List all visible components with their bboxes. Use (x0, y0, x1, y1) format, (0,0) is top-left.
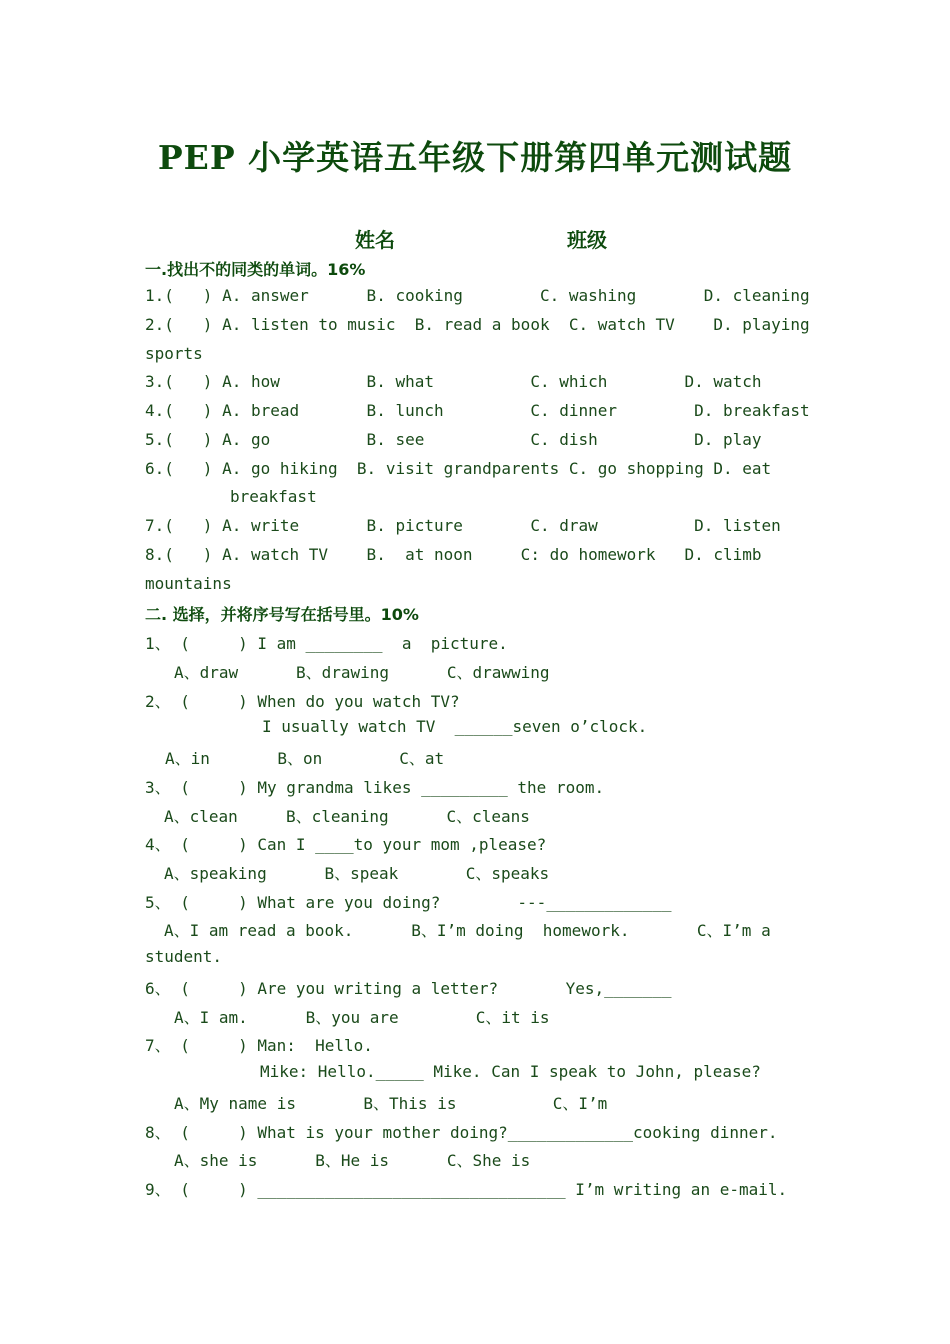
question-1-8: 8.( ) A. watch TV B. at noon C: do homework D. climb (145, 545, 762, 564)
question-2-7: 7、 ( ) Man: Hello. (145, 1036, 373, 1055)
class-label: 班级 (567, 228, 607, 252)
question-2-7-dialogue: Mike: Hello._____ Mike. Can I speak to John, please? (260, 1062, 761, 1081)
question-1-8-wrap: mountains (145, 574, 232, 593)
options-2-8: A、she is B、He is C、She is (174, 1151, 531, 1170)
question-1-2-wrap: sports (145, 344, 203, 363)
question-2-8: 8、 ( ) What is your mother doing?_____________cooking dinner. (145, 1123, 778, 1142)
options-2-1: A、draw B、drawing C、drawwing (174, 663, 550, 682)
options-2-5: A、I am read a book. B、I’m doing homework. C、I’m a (164, 921, 771, 940)
options-2-2: A、in B、on C、at (165, 749, 445, 768)
section-2-heading: 二. 选择，并将序号写在括号里。10% (145, 605, 419, 624)
options-2-5-wrap: student. (145, 947, 223, 966)
question-1-6: 6.( ) A. go hiking B. visit grandparents C. go shopping D. eat (145, 459, 772, 478)
question-1-5: 5.( ) A. go B. see C. dish D. play (145, 430, 762, 449)
question-2-5: 5、 ( ) What are you doing? ---_____________ (145, 893, 672, 912)
student-info-fields (0, 224, 950, 254)
section-1-heading: 一.找出不的同类的单词。16% (145, 260, 366, 279)
page-title: PEP 小学英语五年级下册第四单元测试题 (157, 138, 793, 177)
name-label: 姓名 (355, 228, 395, 252)
question-2-2-answer-line: I usually watch TV ______seven o’clock. (262, 717, 648, 736)
question-1-1: 1.( ) A. answer B. cooking C. washing D. cleaning (145, 286, 810, 305)
question-2-9: 9、 ( ) ________________________________ I’m writing an e-mail. (145, 1180, 788, 1199)
question-1-3: 3.( ) A. how B. what C. which D. watch (145, 372, 762, 391)
question-2-6: 6、 ( ) Are you writing a letter? Yes,_______ (145, 979, 672, 998)
options-2-4: A、speaking B、speak C、speaks (164, 864, 550, 883)
question-1-7: 7.( ) A. write B. picture C. draw D. listen (145, 516, 781, 535)
options-2-6: A、I am. B、you are C、it is (174, 1008, 550, 1027)
question-2-3: 3、 ( ) My grandma likes _________ the room. (145, 778, 605, 797)
question-2-2: 2、 ( ) When do you watch TV? (145, 692, 460, 711)
question-1-2: 2.( ) A. listen to music B. read a book C. watch TV D. playing (145, 315, 810, 334)
options-2-3: A、clean B、cleaning C、cleans (164, 807, 530, 826)
question-2-4: 4、 ( ) Can I ____to your mom ,please? (145, 835, 547, 854)
question-1-6-wrap: breakfast (230, 487, 317, 506)
question-2-1: 1、 ( ) I am ________ a picture. (145, 634, 508, 653)
question-1-4: 4.( ) A. bread B. lunch C. dinner D. breakfast (145, 401, 810, 420)
options-2-7: A、My name is B、This is C、I’m (174, 1094, 608, 1113)
